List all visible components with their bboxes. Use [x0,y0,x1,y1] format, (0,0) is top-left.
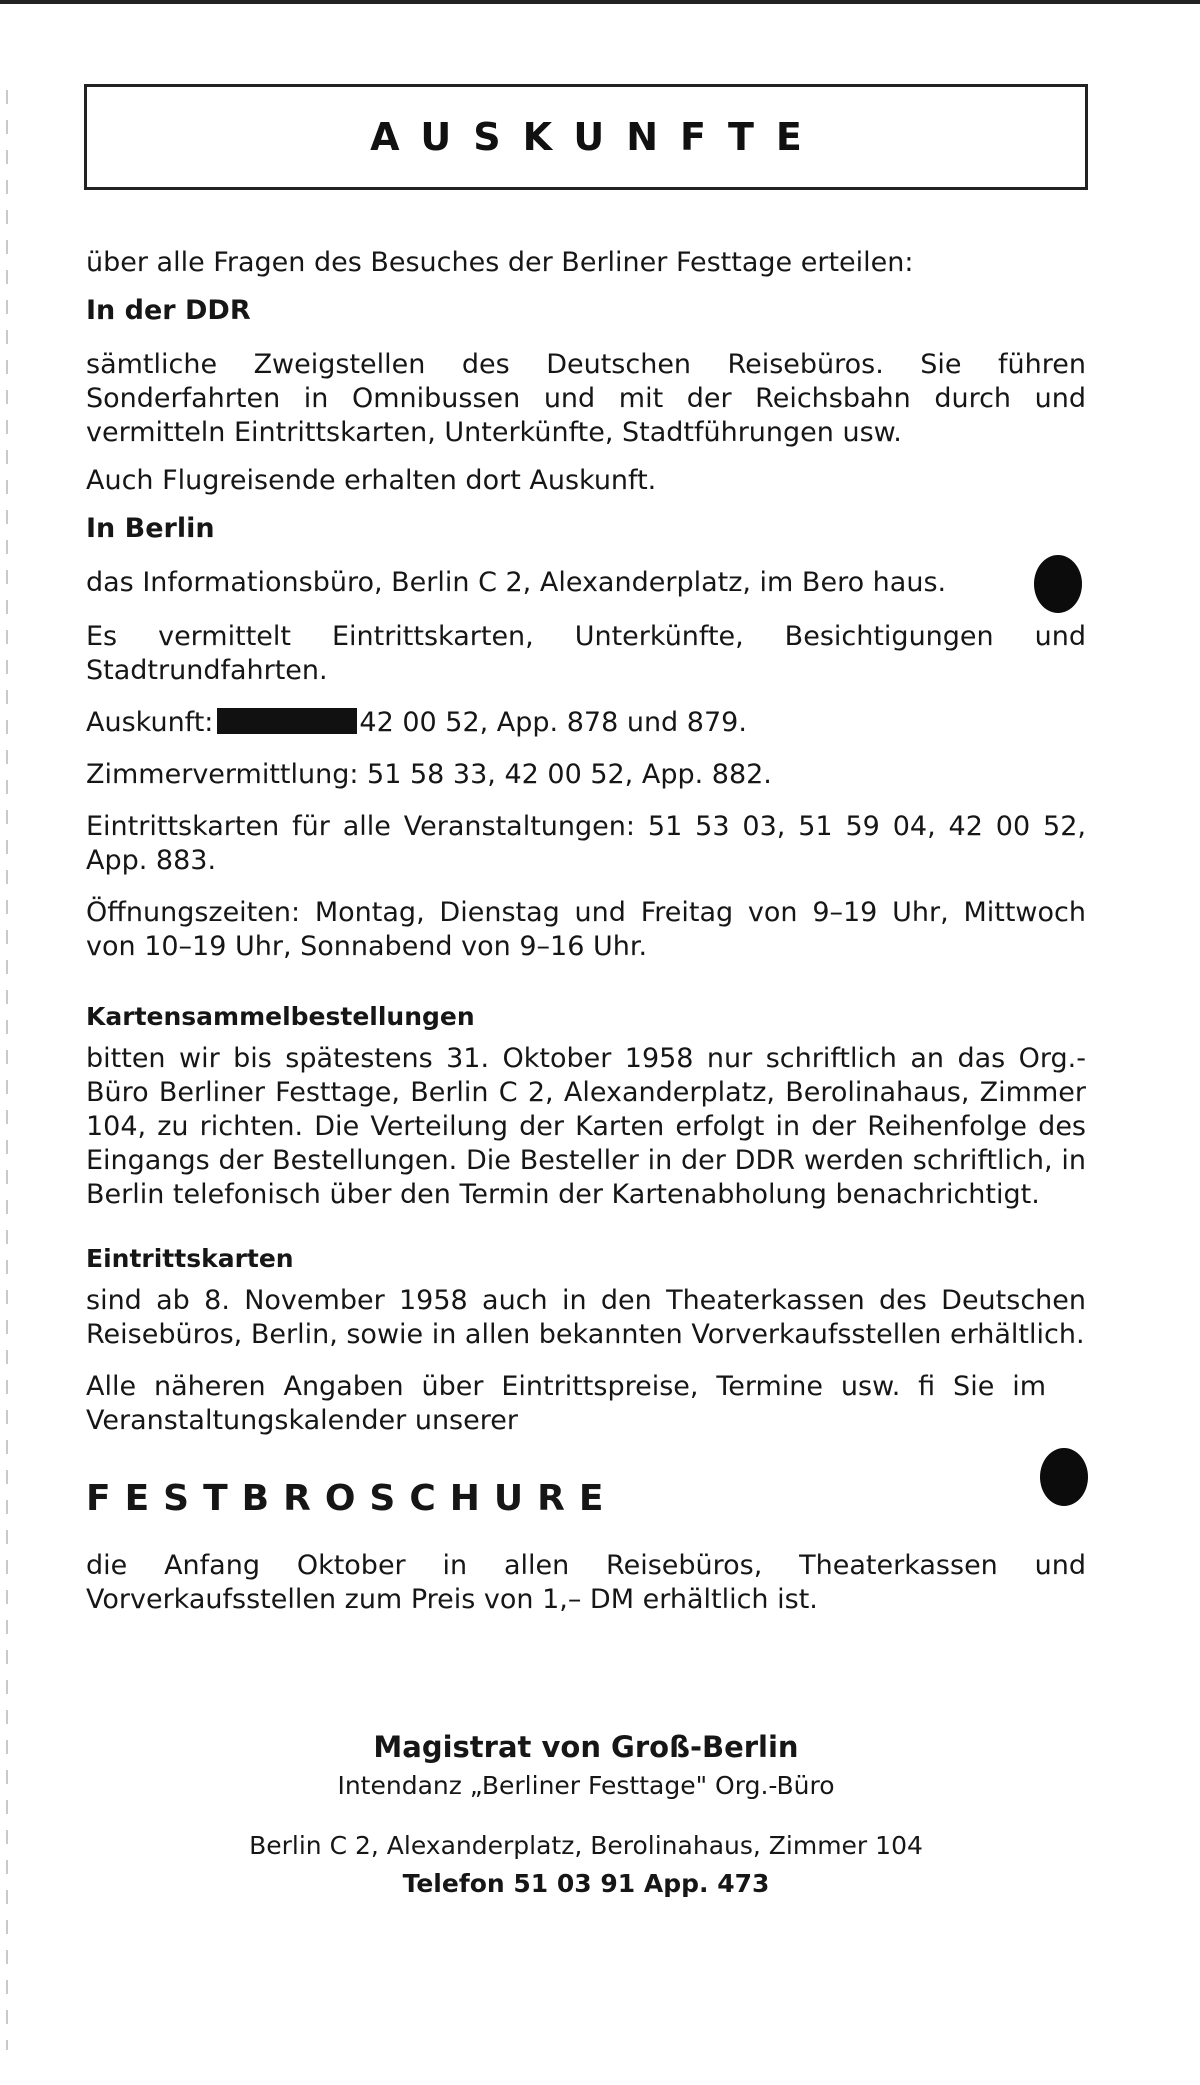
eintritt-heading: Eintrittskarten [86,1244,294,1273]
footer [86,1727,1086,1903]
sammel-text: bitten wir bis spätestens 31. Oktober 1958 nur schriftlich an das Org.-Büro Berliner Festtage, Berlin C 2, Alexanderplatz, Berolinahaus, Zimmer 104, zu richten. Die Verteilung der Karten erfolgt in der Reihenfolge des Eingangs der Bestellungen. Die Besteller in der DDR werden schriftlich, in Berlin telefonisch über den Termin der Kartenabholung benachrichtigt. [86,1043,1086,1210]
zimmer-line: Zimmervermittlung: 51 58 33, 42 00 52, App. 882. [86,759,772,790]
page-left-edge [6,90,8,2050]
punch-hole [1040,1448,1088,1506]
ddr-air-text: Auch Flugreisende erhalten dort Auskunft. [86,465,657,496]
eintritt-text: sind ab 8. November 1958 auch in den Theaterkassen des Deutschen Reisebüros, Berlin, sowie in allen bekannten Vorverkaufsstellen erhältlich. [86,1285,1086,1350]
eintritt-more-text: Alle näheren Angaben über Eintrittspreise, Termine usw. fi Sie im Veranstaltungskalender unserer [86,1371,1046,1436]
auskunft-label: Auskunft: [86,707,214,738]
sammel-heading: Kartensammelbestellungen [86,1002,475,1031]
auskunft-line [86,706,1086,740]
redaction-bar [217,708,357,734]
footer-phone: Telefon 51 03 91 App. 473 [402,1869,770,1898]
footer-org: Magistrat von Groß-Berlin [373,1730,799,1764]
karten-line: Eintrittskarten für alle Veranstaltungen: 51 53 03, 51 59 04, 42 00 52, App. 883. [86,811,1086,876]
ddr-text: sämtliche Zweigstellen des Deutschen Reisebüros. Sie führen Sonderfahrten in Omnibussen und mit der Reichsbahn durch und vermitteln Eintrittskarten, Unterkünfte, Stadtführungen usw. [86,349,1086,448]
berlin-info-text: das Informationsbüro, Berlin C 2, Alexanderplatz, im Bero haus. [86,567,947,598]
document-page [86,84,1086,1903]
title-box [84,84,1088,190]
footer-address: Berlin C 2, Alexanderplatz, Berolinahaus, Zimmer 104 [249,1831,923,1860]
festbroschure-text: die Anfang Oktober in allen Reisebüros, Theaterkassen und Vorverkaufsstellen zum Preis von 1,– DM erhältlich ist. [86,1550,1086,1615]
hours-line: Öffnungszeiten: Montag, Dienstag und Freitag von 9–19 Uhr, Mittwoch von 10–19 Uhr, Sonnabend von 9–16 Uhr. [86,897,1086,962]
footer-dept: Intendanz „Berliner Festtage" Org.-Büro [337,1771,835,1800]
berlin-heading: In Berlin [86,513,215,544]
page-top-edge [0,0,1200,4]
ddr-heading: In der DDR [86,295,251,326]
festbroschure-title: FESTBROSCHURE [86,1478,618,1519]
auskunft-value: 42 00 52, App. 878 und 879. [359,707,747,738]
punch-hole [1034,555,1082,613]
page-title: AUSKUNFTE [370,115,824,159]
berlin-service-text: Es vermittelt Eintrittskarten, Unterkünfte, Besichtigungen und Stadtrundfahrten. [86,621,1086,686]
intro-text: über alle Fragen des Besuches der Berliner Festtage erteilen: [86,247,914,278]
